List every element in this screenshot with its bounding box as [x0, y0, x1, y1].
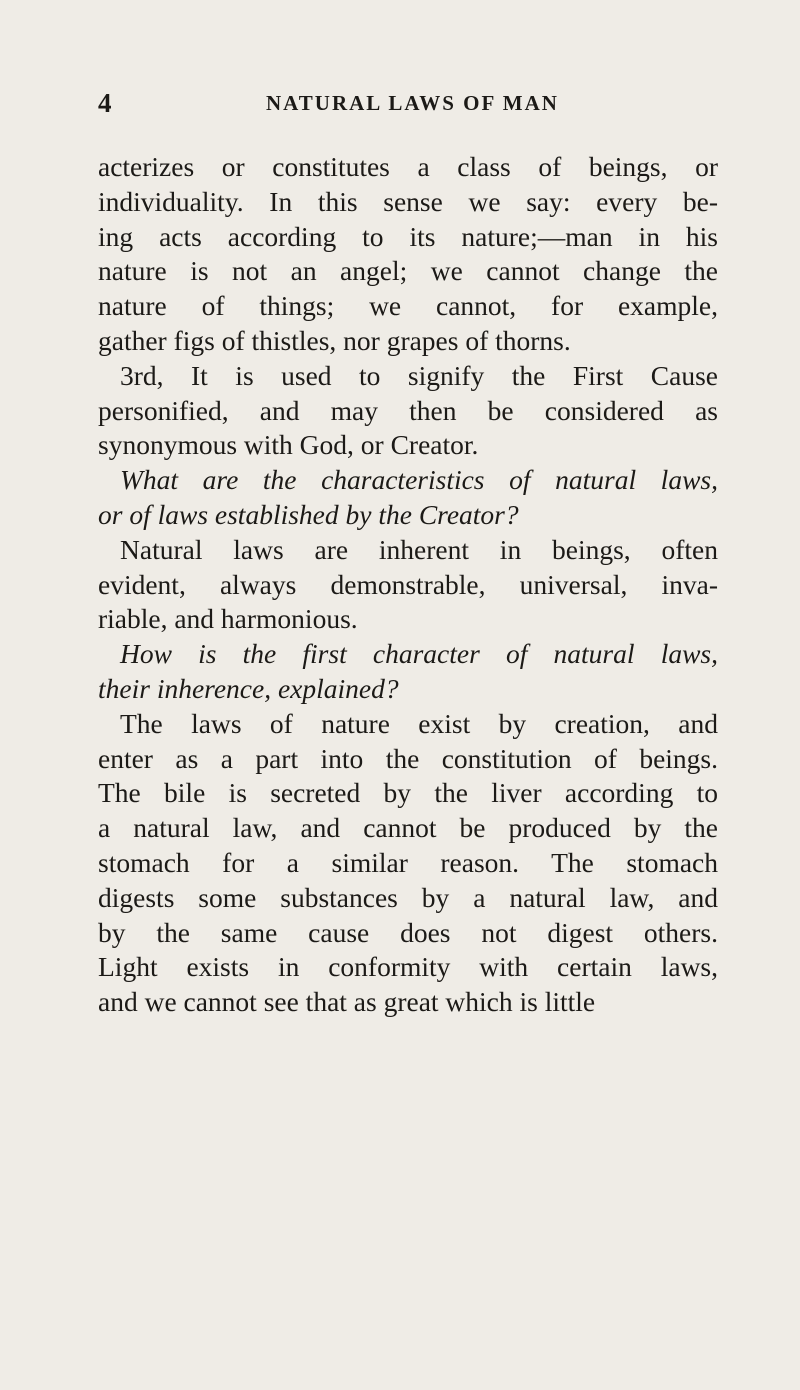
text-line: personified, and may then be considered as [98, 394, 718, 426]
text-line: synonymous with God, or Creator. [98, 429, 479, 461]
text-line: individuality. In this sense we say: every be- [98, 185, 718, 217]
text-line: nature of things; we cannot, for example, [98, 290, 718, 322]
text-line: evident, always demonstrable, universal, inva- [98, 568, 718, 600]
text-line: digests some substances by a natural law, and [98, 881, 718, 913]
text-line: enter as a part into the constitution of beings. [98, 742, 718, 774]
question-line: their inherence, explained? [98, 672, 399, 704]
text-line: ing acts according to its nature;—man in his [98, 220, 718, 252]
text-line: riable, and harmonious. [98, 603, 358, 635]
text-line: nature is not an angel; we cannot change the [98, 255, 718, 287]
question-line: or of laws established by the Creator? [98, 498, 519, 530]
text-line: acterizes or constitutes a class of beings, or [98, 151, 718, 182]
question-line: How is the first character of natural laws, [120, 638, 718, 670]
text-line: and we cannot see that as great which is little [98, 986, 596, 1018]
page-header [98, 88, 718, 128]
text-line: The laws of nature exist by creation, and [120, 707, 718, 739]
text-line: stomach for a similar reason. The stomach [98, 846, 718, 878]
text-line: by the same cause does not digest others. [98, 916, 718, 948]
text-line: Light exists in conformity with certain laws, [98, 951, 718, 983]
page-number: 4 [98, 88, 112, 118]
question-line: What are the characteristics of natural laws, [120, 464, 718, 496]
text-line: gather figs of thistles, nor grapes of thorns. [98, 324, 571, 356]
body-text [98, 150, 718, 1020]
text-line: The bile is secreted by the liver according to [98, 777, 718, 809]
text-line: 3rd, It is used to signify the First Cause [120, 359, 718, 391]
text-line: Natural laws are inherent in beings, often [120, 533, 718, 565]
text-line: a natural law, and cannot be produced by the [98, 812, 718, 844]
running-title: NATURAL LAWS OF MAN [266, 91, 559, 115]
